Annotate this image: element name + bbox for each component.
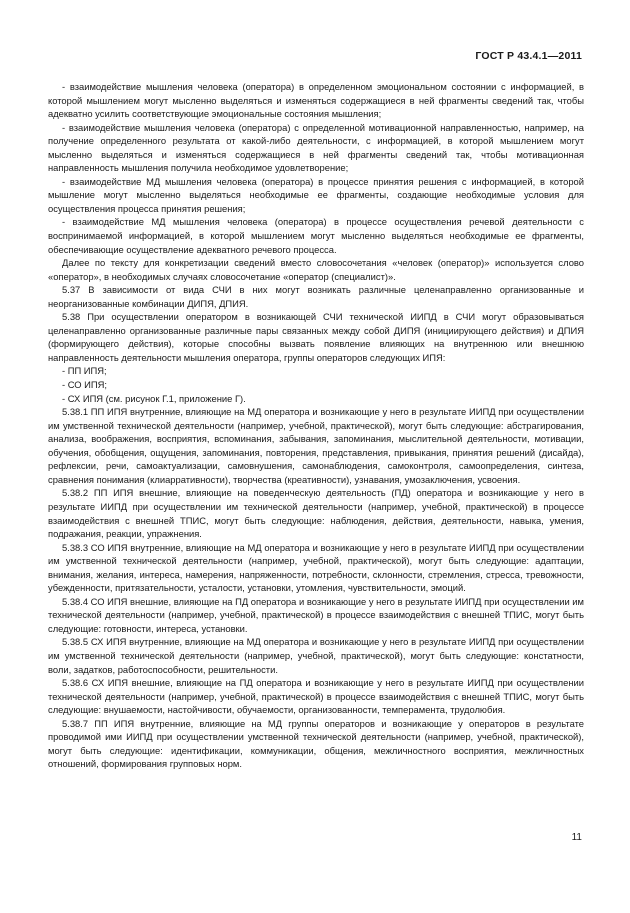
document-body [48,80,584,771]
paragraph: 5.38.3 СО ИПЯ внутренние, влияющие на МД оператора и возникающие у него в результате ИИПД при осуществлении им умственной технической деятельности (например, учебной, практической), могут быть следующие: адаптации, внимания, желания, интереса, намерения, напряженности, потребности, склонности, стремления, стресса, тревожности, убежденности, притязательности, усталости, установки, утомления, чувствительности, эмоций. [48,541,584,594]
paragraph: 5.38 При осуществлении оператором в возникающей СЧИ технической ИИПД в СЧИ могут образовываться целенаправленно организованные различные пары связанных между собой ДИПЯ (инициирующего действия) и ДПИЯ (формирующего действия), которые способны вызвать появление влияющих на внутреннюю или внешнюю направленность деятельности мышления оператора, группы операторов следующих ИПЯ: [48,311,584,363]
paragraph: 5.38.4 СО ИПЯ внешние, влияющие на ПД оператора и возникающие у него в результате ИИПД при осуществлении им технической деятельности (например, учебной, практической) в процессе взаимодействия с внешней ТПИС, могут быть следующие: готовности, интереса, установки. [48,595,584,634]
page-number: 11 [571,832,582,843]
paragraph: - взаимодействие МД мышления человека (оператора) в процессе осуществления речевой деятельности с воспринимаемой информацией, в которой мышлением могут мысленно выделяться необходимые ее фрагменты, обеспечивающие осуществление адекватного речевого процесса. [48,216,584,255]
list-item: - СО ИПЯ; [62,379,108,391]
list-item: - ПП ИПЯ; [62,365,107,377]
standard-header: ГОСТ Р 43.4.1—2011 [475,50,582,62]
paragraph: - взаимодействие МД мышления человека (оператора) в процессе принятия решения с информацией, в которой мышление могут мысленно выделяться необходимые ее фрагменты, создающие необходимые условия для осуществления процесса принятия решения; [48,175,584,214]
list-item: - СХ ИПЯ (см. рисунок Г.1, приложение Г). [62,392,246,404]
paragraph: 5.38.7 ПП ИПЯ внутренние, влияющие на МД группы операторов и возникающие у операторов в результате проводимой ими ИИПД при осуществлении умственной технической деятельности (например, учебной, практической), могут быть следующие: идентификации, коммуникации, общения, межличностного восприятия, межличностных отношений, формирования групповых норм. [48,717,584,770]
paragraph: Далее по тексту для конкретизации сведений вместо словосочетания «человек (оператор)» используется слово «оператор», в необходимых случаях словосочетание «оператор (специалист)». [48,257,584,282]
paragraph: - взаимодействие мышления человека (оператора) в определенном эмоциональном состоянии с информацией, в которой мышлением могут мысленно выделяться и изменяться содержащиеся в ней фрагменты сведений так, чтобы адекватно усилить соответствующие эмоциональные состояния мышления; [48,81,584,120]
paragraph: 5.38.6 СХ ИПЯ внешние, влияющие на ПД оператора и возникающие у него в результате ИИПД при осуществлении технической деятельности (например, учебной, практической) в процессе взаимодействия с внешней ТПИС, могут быть следующие: внушаемости, настойчивости, обучаемости, организованности, темперамента, трудолюбия. [48,677,584,716]
paragraph: 5.38.1 ПП ИПЯ внутренние, влияющие на МД оператора и возникающие у него в результате ИИПД при осуществлении им умственной технической деятельности (например, учебной, практической), могут быть следующие: абстрагирования, анализа, воображения, восприятия, вспоминания, забывания, запоминания, мыслительной деятельности, мотивации, обучения, обобщения, ощущения, запоминания, повторения, представления, привыкания, принятия решений (дисайда), рефлексии, речи, самоактуализации, самовнушения, самонаблюдения, самоконтроля, самоопределения, синтеза, сравнения понимания (клиарративности), творчества (креативности), узнавания, умозаключения, усвоения. [48,406,584,485]
paragraph: - взаимодействие мышления человека (оператора) с определенной мотивационной направленностью, например, на получение определенного результата от какой-либо деятельности, с информацией, в которой мышлением могут мысленно выделяться и изменяться содержащиеся в ней фрагменты сведений так, чтобы мотивационная направленность мышления получила необходимое удовлетворение; [48,121,584,174]
paragraph: 5.38.2 ПП ИПЯ внешние, влияющие на поведенческую деятельность (ПД) оператора и возникающие у него в результате ИИПД при осуществлении им технической деятельности (например, учебной, практической) в процессе взаимодействия с внешней ТПИС, могут быть следующие: наблюдения, действия, деятельности, навыка, умения, подражания, реакции, упражнения. [48,487,584,540]
paragraph: 5.38.5 СХ ИПЯ внутренние, влияющие на МД оператора и возникающие у него в результате ИИПД при осуществлении им умственной технической деятельности (например, учебной, практической), могут быть следующие: констатности, воли, задатков, работоспособности, решительности. [48,636,584,675]
paragraph: 5.37 В зависимости от вида СЧИ в них могут возникать различные целенаправленно организованные и неорганизованные комбинации ДИПЯ, ДПИЯ. [48,284,584,309]
